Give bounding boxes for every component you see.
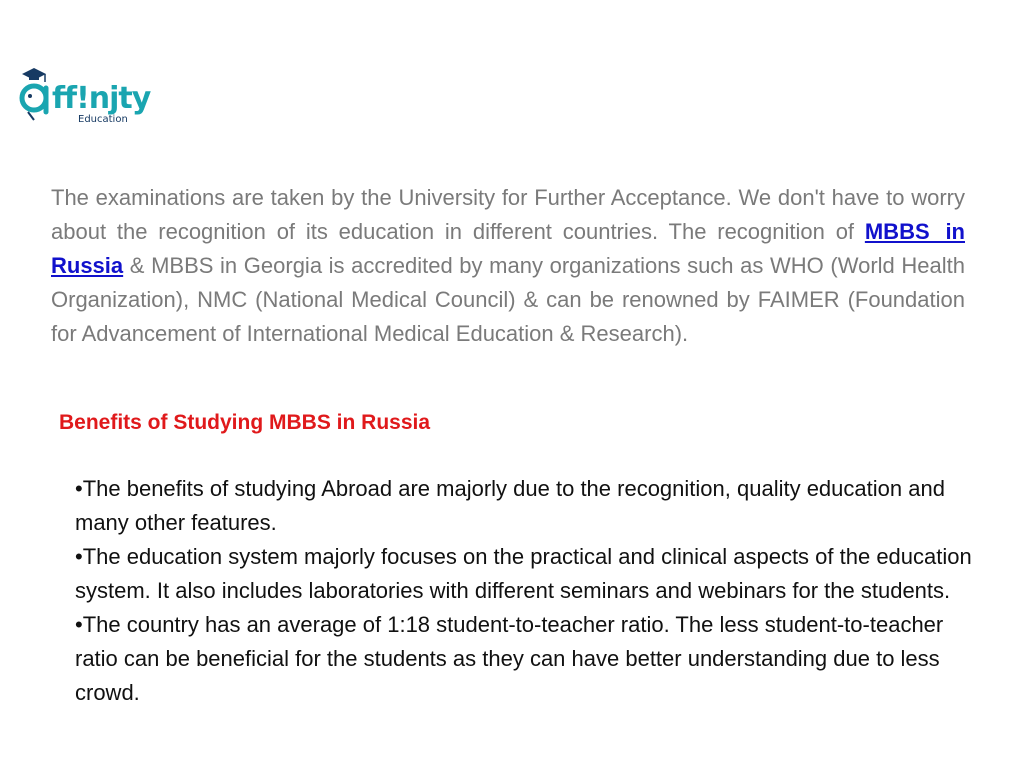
benefits-list	[75, 472, 975, 710]
benefits-heading: Benefits of Studying MBBS in Russia	[59, 411, 431, 434]
graduation-cap-icon	[22, 68, 46, 82]
benefit-item: •The education system majorly focuses on the practical and clinical aspects of the education system. It also includes laboratories with different seminars and webinars for the students.	[75, 544, 972, 603]
mbbs-in-russia-link[interactable]: MBBS in Russia	[51, 219, 965, 278]
intro-text-after: & MBBS in Georgia is accredited by many organizations such as WHO (World Health Organization), NMC (National Medical Council) & can be renowned by FAIMER (Foundation for Advancement of International Medical Education & Research).	[51, 253, 965, 346]
benefit-item: •The benefits of studying Abroad are majorly due to the recognition, quality education and many other features.	[75, 476, 945, 535]
logo-subtitle: Education	[78, 114, 128, 125]
intro-paragraph	[51, 181, 965, 351]
logo-brand-text: ff!njty	[52, 81, 151, 116]
benefit-item: •The country has an average of 1:18 student-to-teacher ratio. The less student-to-teacher ratio can be beneficial for the students as they can have better understanding due to less crowd.	[75, 612, 944, 705]
company-logo	[16, 62, 186, 132]
intro-text-before: The examinations are taken by the University for Further Acceptance. We don't have to worry about the recognition of its education in different countries. The recognition of	[51, 185, 965, 244]
logo-a-mark	[22, 86, 46, 120]
